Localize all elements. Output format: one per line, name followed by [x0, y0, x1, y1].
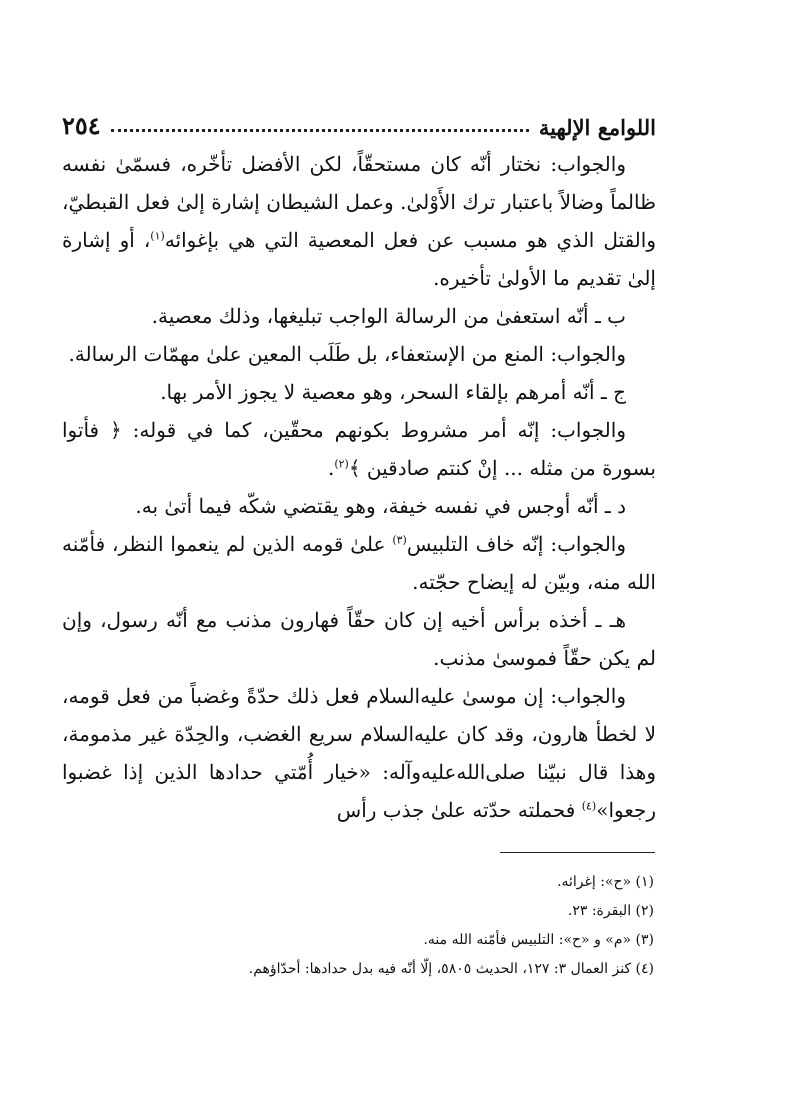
paragraph-answer-d: والجواب: إنّه خاف التلبيس$^{(٣)}$ علىٰ قومه الذين لم ينعموا النظر، فأمّنه الله منه، وبيّن له إيضاح حجّته. [62, 532, 656, 594]
paragraph-answer-c: والجواب: إنّه أمر مشروط بكونهم محقّين، كما في قوله: ﴿ فأتوا بسورة من مثله ... إنْ كنتم صادقين ﴾$^{(٢)}$. [62, 418, 656, 480]
paragraph-answer-b: والجواب: المنع من الإستعفاء، بل طَلَب المعين علىٰ مهمّات الرسالة. [68, 342, 626, 366]
page-header [62, 100, 656, 140]
page-number: ٢٥٤ [62, 111, 101, 140]
footnote-ref-4: (٤) [581, 799, 597, 813]
footnote-ref-1: (١) [150, 229, 165, 243]
footnote-2: (٢) البقرة: ٢٣. [567, 903, 654, 919]
footnote-separator [500, 852, 655, 853]
paragraph-objection-c: ج ـ أنّه أمرهم بإلقاء السحر، وهو معصية لا يجوز الأمر بها. [160, 380, 626, 404]
footnotes [62, 868, 656, 984]
paragraph-answer-1: والجواب: نختار أنّه كان مستحقّاً، لكن الأفضل تأخّره، فسمّىٰ نفسه ظالماً وضالاً باعتبار ترك الأَوْلىٰ. وعمل الشيطان إشارة إلىٰ فعل القبطيّ، والقتل الذي هو مسبب عن فعل المعصية التي هي بإغوائه$^{(١)}$، أو إشارة إلىٰ تقديم ما الأولىٰ تأخيره. [62, 152, 656, 290]
footnote-1: (١) «ح»: إغرائه. [557, 874, 654, 890]
footnote-ref-2: (٢) [334, 457, 349, 471]
footnote-4: (٤) كنز العمال ٣: ١٢٧، الحديث ٥٨٠٥، إلّا أنّه فيه بدل حدادها: أحدّاؤهم. [248, 961, 654, 977]
footnote-ref-3: (٣) [392, 533, 407, 547]
footnote-3: (٣) «م» و «ح»: التلبيس فأمّنه الله منه. [423, 932, 654, 948]
paragraph-objection-d: د ـ أنّه أوجس في نفسه خيفة، وهو يقتضي شكّه فيما أتىٰ به. [135, 494, 626, 518]
paragraph-objection-b: ب ـ أنّه استعفىٰ من الرسالة الواجب تبليغها، وذلك معصية. [151, 304, 626, 328]
running-title: اللوامع الإلهية [538, 115, 656, 140]
paragraph-objection-e: هـ ـ أخذه برأس أخيه إن كان حقّاً فهارون مذنب مع أنّه رسول، وإن لم يكن حقّاً فموسىٰ مذنب. [62, 608, 656, 670]
body-text [62, 145, 656, 829]
paragraph-answer-e: والجواب: إن موسىٰ عليه‌السلام فعل ذلك حدّةً وغضباً من فعل قومه، لا لخطأ هارون، وقد كان عليه‌السلام سريع الغضب، والحِدّة غير مذمومة، وهذا قال نبيّنا صلى‌الله‌عليه‌وآله: «خيار أُمّتي حدادها الذين إذا غضبوا رجعوا»$^{(٤)}$ فحملته حدّته علىٰ جذب رأس [62, 684, 656, 822]
header-leader-dots [111, 129, 529, 132]
